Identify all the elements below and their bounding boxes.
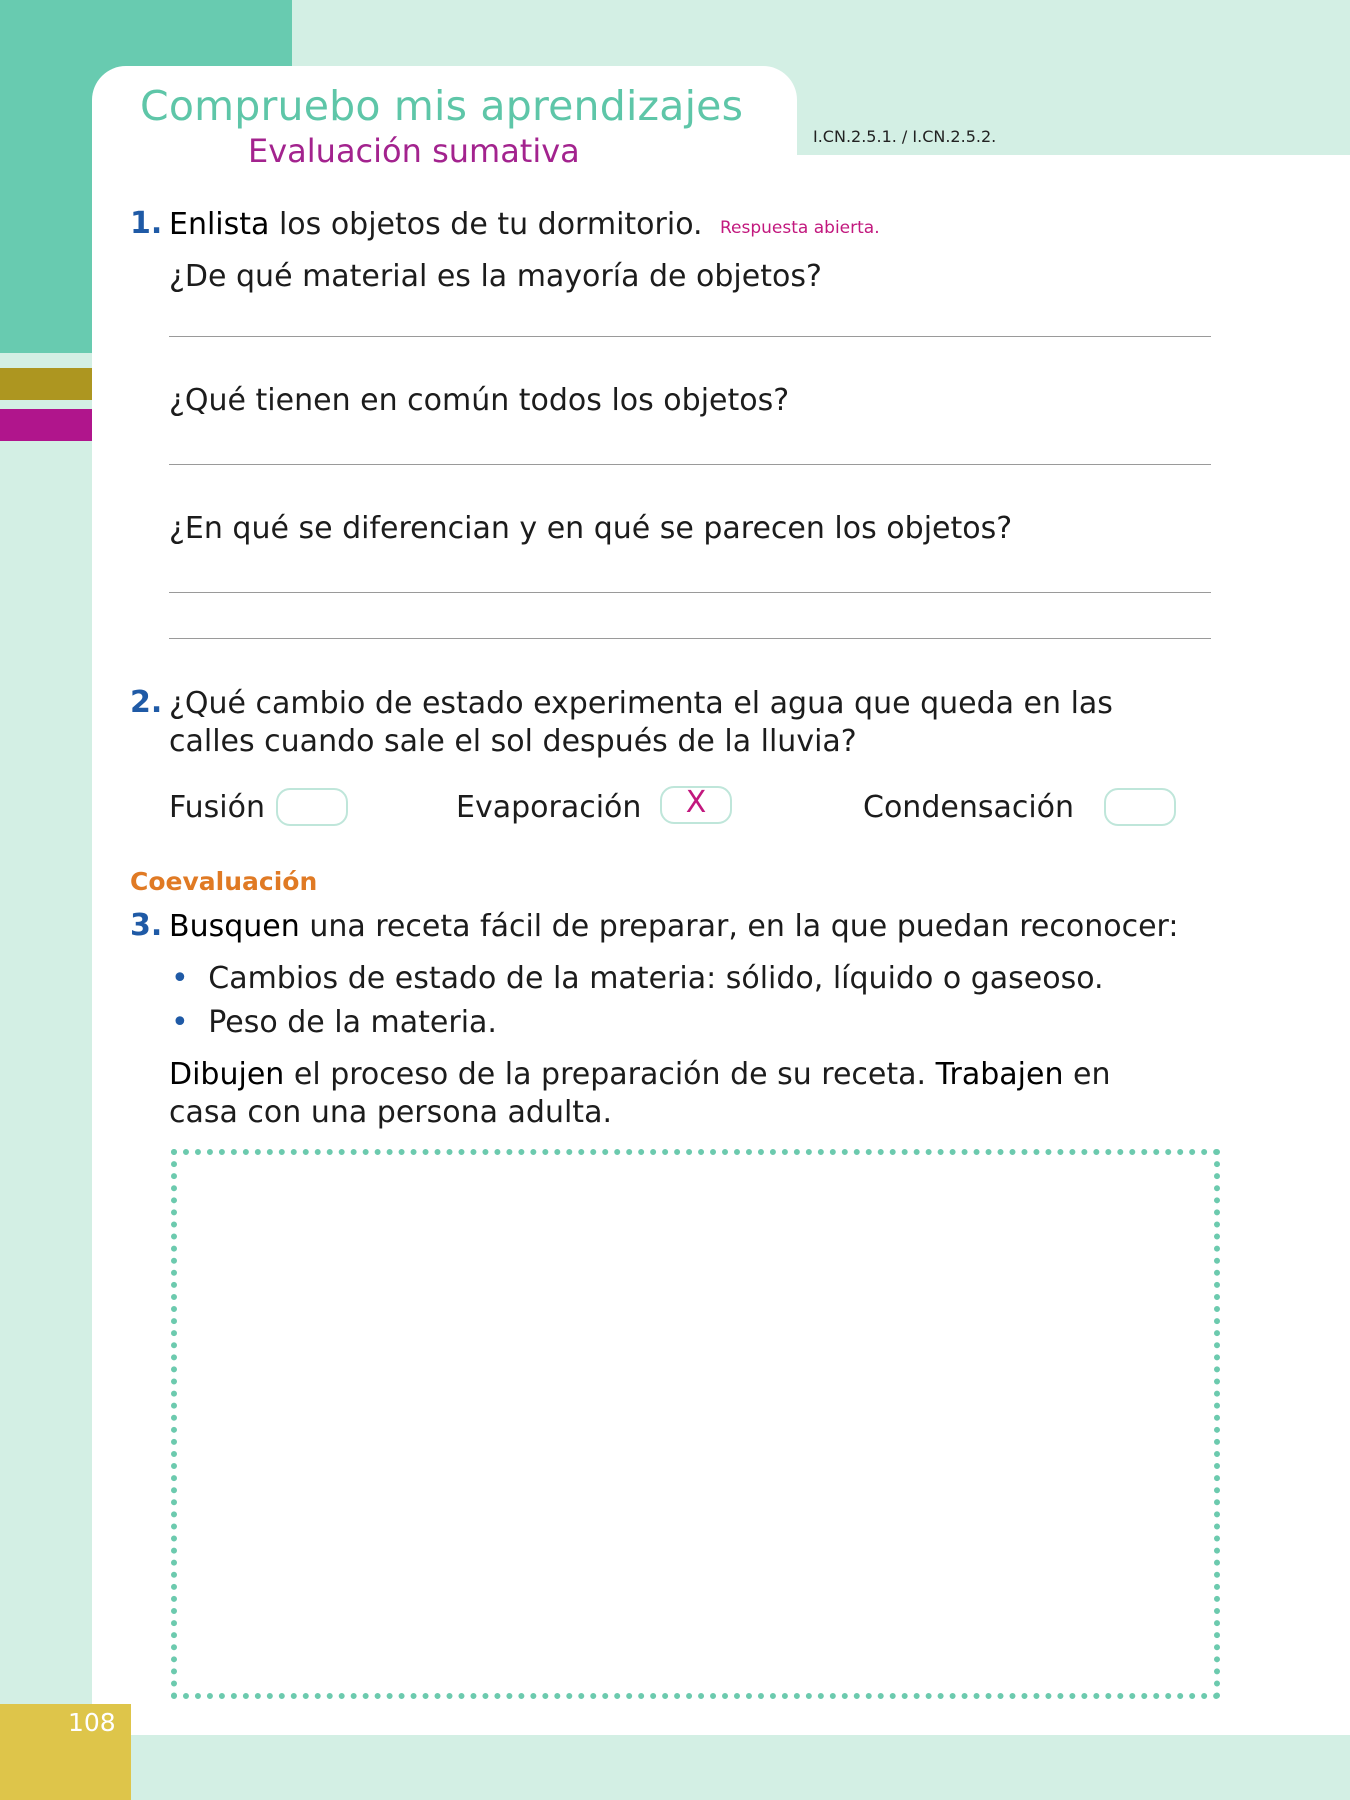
instruction-verb-dibujen: Dibujen <box>169 1057 285 1092</box>
bullet-text: Peso de la materia. <box>208 1005 497 1040</box>
question-1-number: 1. <box>130 206 163 241</box>
question-1-text: los objetos de tu dormitorio. <box>278 207 703 242</box>
page-number: 108 <box>68 1708 116 1737</box>
decorative-magenta-bar <box>0 409 92 441</box>
instruction-verb-trabajen: Trabajen <box>935 1057 1064 1092</box>
answer-line[interactable] <box>169 336 1211 337</box>
question-3-text: una receta fácil de preparar, en la que puedan reconocer: <box>309 909 1179 944</box>
question-1-sub-1: ¿De qué material es la mayoría de objetos? <box>169 259 822 294</box>
question-1-verb: Enlista <box>169 207 270 242</box>
answer-line[interactable] <box>169 638 1211 639</box>
option-label-fusion: Fusión <box>169 790 265 825</box>
page-title: Compruebo mis aprendizajes <box>140 82 744 130</box>
bullet-dot-icon: • <box>171 1005 189 1040</box>
question-3-verb: Busquen <box>169 909 300 944</box>
answer-note: Respuesta abierta. <box>720 218 880 238</box>
bullet-item <box>171 960 1104 998</box>
bullet-text: Cambios de estado de la materia: sólido, líquido o gaseoso. <box>208 961 1104 996</box>
coevaluation-heading: Coevaluación <box>130 867 318 896</box>
decorative-olive-bar <box>0 368 92 400</box>
question-1-prompt <box>169 206 703 244</box>
question-2-line-1: ¿Qué cambio de estado experimenta el agua que queda en las <box>169 686 1113 721</box>
question-2-line-2: calles cuando sale el sol después de la lluvia? <box>169 724 857 759</box>
question-3-instruction-line-2: casa con una persona adulta. <box>169 1095 612 1130</box>
drawing-area[interactable] <box>171 1149 1220 1699</box>
question-1-sub-3: ¿En qué se diferencian y en qué se parecen los objetos? <box>169 511 1013 546</box>
option-label-evaporacion: Evaporación <box>456 790 642 825</box>
option-label-condensacion: Condensación <box>863 790 1075 825</box>
question-1-sub-2: ¿Qué tienen en común todos los objetos? <box>169 383 790 418</box>
question-2-number: 2. <box>130 685 163 720</box>
option-checkbox-condensacion[interactable] <box>1104 788 1176 826</box>
instruction-text-1: el proceso de la preparación de su receta. <box>293 1057 927 1092</box>
footer-band <box>131 1735 1350 1800</box>
option-checkbox-fusion[interactable] <box>276 788 348 826</box>
bullet-item <box>171 1004 497 1042</box>
bullet-dot-icon: • <box>171 961 189 996</box>
question-3-number: 3. <box>130 908 163 943</box>
question-3-instruction-line-1 <box>169 1056 1111 1094</box>
question-3-prompt <box>169 908 1178 946</box>
answer-line[interactable] <box>169 592 1211 593</box>
answer-line[interactable] <box>169 464 1211 465</box>
indicator-code: I.CN.2.5.1. / I.CN.2.5.2. <box>813 127 997 146</box>
instruction-text-2: en <box>1073 1057 1111 1092</box>
option-checkbox-evaporacion[interactable]: X <box>660 786 732 824</box>
page-subtitle: Evaluación sumativa <box>248 132 580 170</box>
